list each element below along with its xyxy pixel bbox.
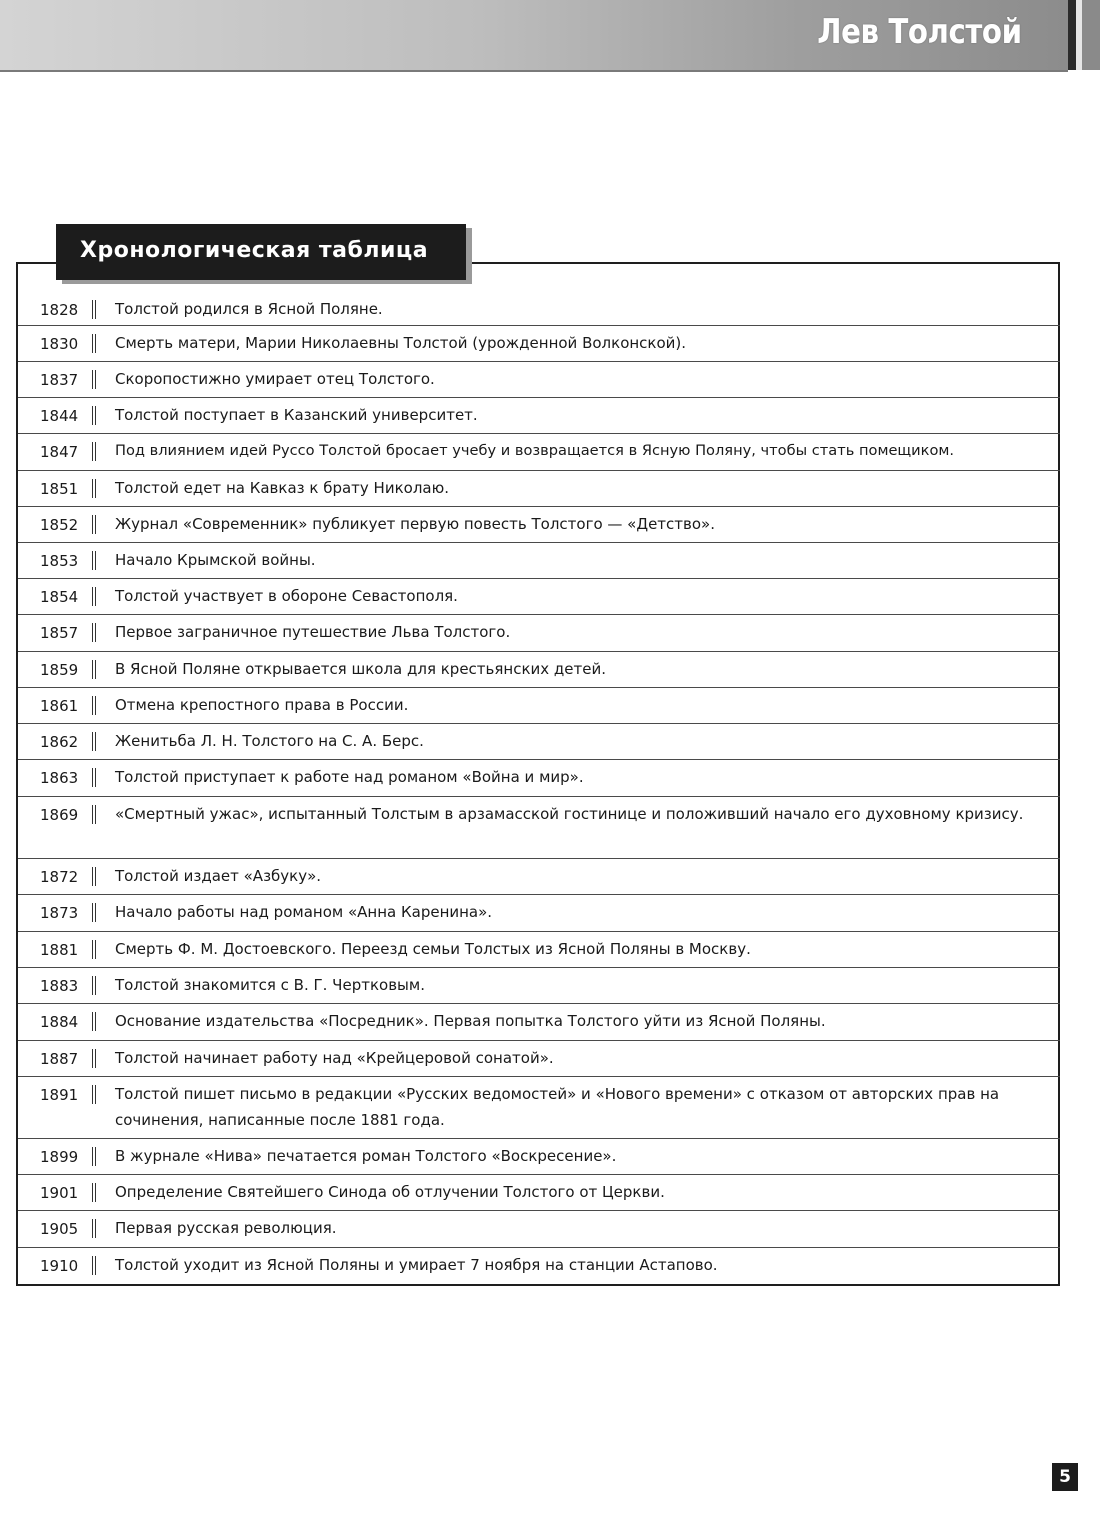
row-year: 1905 <box>40 1220 79 1238</box>
table-row <box>18 398 1060 434</box>
row-divider-bar <box>92 1147 96 1166</box>
row-divider-bar <box>92 370 96 389</box>
table-row <box>18 652 1060 688</box>
row-event: Толстой приступает к работе над романом «Война и мир». <box>115 768 584 786</box>
table-row <box>18 615 1060 652</box>
row-divider-bar <box>92 805 96 824</box>
row-year: 1881 <box>40 941 79 959</box>
table-row <box>18 688 1060 724</box>
header-band <box>0 0 1068 72</box>
row-year: 1853 <box>40 552 79 570</box>
row-divider-bar <box>92 696 96 715</box>
header-edge-grey <box>1082 0 1100 70</box>
row-divider-bar <box>92 587 96 606</box>
row-event: Журнал «Современник» публикует первую повесть Толстого — «Детство». <box>115 515 715 533</box>
table-row <box>18 507 1060 543</box>
row-year: 1851 <box>40 480 79 498</box>
row-divider-bar <box>92 1256 96 1275</box>
table-row <box>18 968 1060 1004</box>
row-year: 1910 <box>40 1257 79 1275</box>
row-event: Смерть Ф. М. Достоевского. Переезд семьи Толстых из Ясной Поляны в Москву. <box>115 940 751 958</box>
row-event: Толстой знакомится с В. Г. Чертковым. <box>115 976 425 994</box>
row-event: Определение Святейшего Синода об отлучении Толстого от Церкви. <box>115 1183 665 1201</box>
row-event: Отмена крепостного права в России. <box>115 696 409 714</box>
row-year: 1861 <box>40 697 79 715</box>
row-year: 1873 <box>40 904 79 922</box>
row-year: 1852 <box>40 516 79 534</box>
row-event: Толстой начинает работу над «Крейцеровой сонатой». <box>115 1049 554 1067</box>
row-year: 1884 <box>40 1013 79 1031</box>
table-row <box>18 932 1060 968</box>
row-divider-bar <box>92 551 96 570</box>
row-event: Под влиянием идей Руссо Толстой бросает учебу и возвращается в Ясную Поляну, чтобы стать помещиком. <box>115 442 955 459</box>
row-event: Толстой едет на Кавказ к брату Николаю. <box>115 479 449 497</box>
row-year: 1837 <box>40 371 79 389</box>
row-event: Начало Крымской войны. <box>115 551 316 569</box>
row-event: Основание издательства «Посредник». Первая попытка Толстого уйти из Ясной Поляны. <box>115 1012 826 1030</box>
table-row <box>18 1175 1060 1211</box>
table-row <box>18 1248 1060 1284</box>
row-year: 1869 <box>40 806 79 824</box>
row-year: 1844 <box>40 407 79 425</box>
table-row <box>18 1211 1060 1248</box>
section-title-tab <box>56 224 466 280</box>
row-year: 1872 <box>40 868 79 886</box>
row-divider-bar <box>92 768 96 787</box>
row-event: В журнале «Нива» печатается роман Толстого «Воскресение». <box>115 1147 617 1165</box>
row-divider-bar <box>92 1049 96 1068</box>
row-divider-bar <box>92 300 96 319</box>
row-divider-bar <box>92 479 96 498</box>
row-year: 1863 <box>40 769 79 787</box>
table-row <box>18 543 1060 579</box>
row-year: 1862 <box>40 733 79 751</box>
row-year: 1887 <box>40 1050 79 1068</box>
row-year: 1857 <box>40 624 79 642</box>
table-row <box>18 760 1060 797</box>
row-year: 1883 <box>40 977 79 995</box>
row-divider-bar <box>92 940 96 959</box>
row-divider-bar <box>92 732 96 751</box>
row-divider-bar <box>92 406 96 425</box>
table-row <box>18 895 1060 932</box>
row-divider-bar <box>92 660 96 679</box>
row-event: Скоропостижно умирает отец Толстого. <box>115 370 435 388</box>
row-event: Толстой издает «Азбуку». <box>115 867 322 885</box>
header-title: Лев Толстой <box>817 12 1022 52</box>
table-row <box>18 579 1060 615</box>
row-year: 1828 <box>40 301 79 319</box>
table-row <box>18 1077 1060 1139</box>
row-year: 1901 <box>40 1184 79 1202</box>
row-divider-bar <box>92 623 96 642</box>
row-year: 1859 <box>40 661 79 679</box>
table-row <box>18 1139 1060 1175</box>
row-year: 1891 <box>40 1086 79 1104</box>
row-year: 1847 <box>40 443 79 461</box>
row-year: 1854 <box>40 588 79 606</box>
row-divider-bar <box>92 442 96 461</box>
row-event: Женитьба Л. Н. Толстого на С. А. Берс. <box>115 732 424 750</box>
row-divider-bar <box>92 976 96 995</box>
row-divider-bar <box>92 1183 96 1202</box>
page-number: 5 <box>1052 1463 1078 1491</box>
table-row <box>18 859 1060 895</box>
row-divider-bar <box>92 1219 96 1238</box>
row-event: Толстой родился в Ясной Поляне. <box>115 300 383 318</box>
table-row <box>18 724 1060 760</box>
row-event: Начало работы над романом «Анна Каренина». <box>115 903 493 921</box>
row-event: Толстой поступает в Казанский университет. <box>115 406 478 424</box>
table-row <box>18 797 1060 859</box>
row-divider-bar <box>92 1085 96 1104</box>
table-row <box>18 292 1060 326</box>
row-event: Толстой уходит из Ясной Поляны и умирает 7 ноября на станции Астапово. <box>115 1256 718 1274</box>
row-divider-bar <box>92 867 96 886</box>
row-event: Первое заграничное путешествие Льва Толстого. <box>115 623 511 641</box>
table-row <box>18 434 1060 471</box>
row-divider-bar <box>92 903 96 922</box>
section-title: Хронологическая таблица <box>80 238 429 263</box>
row-divider-bar <box>92 515 96 534</box>
row-year: 1830 <box>40 335 79 353</box>
row-year: 1899 <box>40 1148 79 1166</box>
row-event: В Ясной Поляне открывается школа для крестьянских детей. <box>115 660 606 678</box>
row-event: Толстой пишет письмо в редакции «Русских ведомостей» и «Нового времени» с отказом от авторских прав на сочинения, написанные после 1881 года. <box>115 1085 1000 1129</box>
header-edge-dark <box>1068 0 1076 70</box>
table-row <box>18 326 1060 362</box>
row-divider-bar <box>92 334 96 353</box>
row-event: «Смертный ужас», испытанный Толстым в арзамасской гостинице и положивший начало его духовному кризису. <box>115 805 1024 823</box>
table-row <box>18 1004 1060 1041</box>
table-row <box>18 1041 1060 1077</box>
table-row <box>18 471 1060 507</box>
row-divider-bar <box>92 1012 96 1031</box>
row-event: Толстой участвует в обороне Севастополя. <box>115 587 458 605</box>
row-event: Первая русская революция. <box>115 1219 337 1237</box>
row-event: Смерть матери, Марии Николаевны Толстой (урожденной Волконской). <box>115 334 687 352</box>
table-row <box>18 362 1060 398</box>
